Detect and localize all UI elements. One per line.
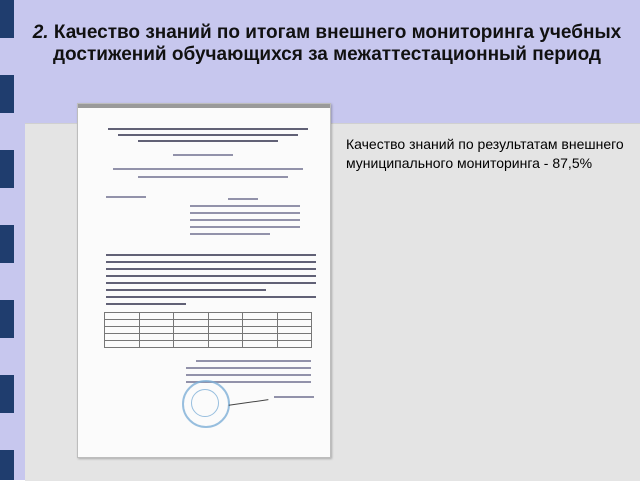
document-scan-image xyxy=(77,103,331,458)
doc-line xyxy=(106,254,316,256)
title-number: 2. xyxy=(32,22,49,43)
doc-line xyxy=(106,282,316,284)
doc-line xyxy=(190,205,300,207)
left-stripe xyxy=(0,75,14,113)
left-stripe xyxy=(0,0,14,38)
doc-line xyxy=(190,219,300,221)
scan-edge xyxy=(78,104,330,108)
slide-title xyxy=(24,22,630,66)
doc-line xyxy=(138,176,288,178)
doc-line xyxy=(274,396,314,398)
doc-line xyxy=(106,268,316,270)
title-text: Качество знаний по итогам внешнего мониторинга учебных достижений обучающихся за межаттестационный период xyxy=(53,22,622,65)
doc-line xyxy=(106,296,316,298)
doc-line xyxy=(190,212,300,214)
left-stripe xyxy=(0,225,14,263)
doc-line xyxy=(106,196,146,198)
doc-line xyxy=(186,374,311,376)
left-stripe xyxy=(0,450,14,480)
left-stripe xyxy=(0,300,14,338)
doc-line xyxy=(228,198,258,200)
doc-line xyxy=(106,303,186,305)
doc-line xyxy=(190,226,300,228)
doc-line xyxy=(186,367,311,369)
signature-mark xyxy=(228,391,269,405)
doc-line xyxy=(113,168,303,170)
doc-line xyxy=(190,233,270,235)
doc-line xyxy=(138,140,278,142)
doc-line xyxy=(173,154,233,156)
doc-line xyxy=(108,128,308,130)
left-stripe xyxy=(0,375,14,413)
doc-line xyxy=(106,275,316,277)
doc-table xyxy=(104,312,312,348)
stamp-icon xyxy=(182,380,230,428)
quality-note: Качество знаний по результатам внешнего муниципального мониторинга - 87,5% xyxy=(346,136,624,171)
doc-line xyxy=(106,289,266,291)
doc-line xyxy=(106,261,316,263)
left-stripe xyxy=(0,150,14,188)
doc-line xyxy=(118,134,298,136)
doc-line xyxy=(196,360,311,362)
